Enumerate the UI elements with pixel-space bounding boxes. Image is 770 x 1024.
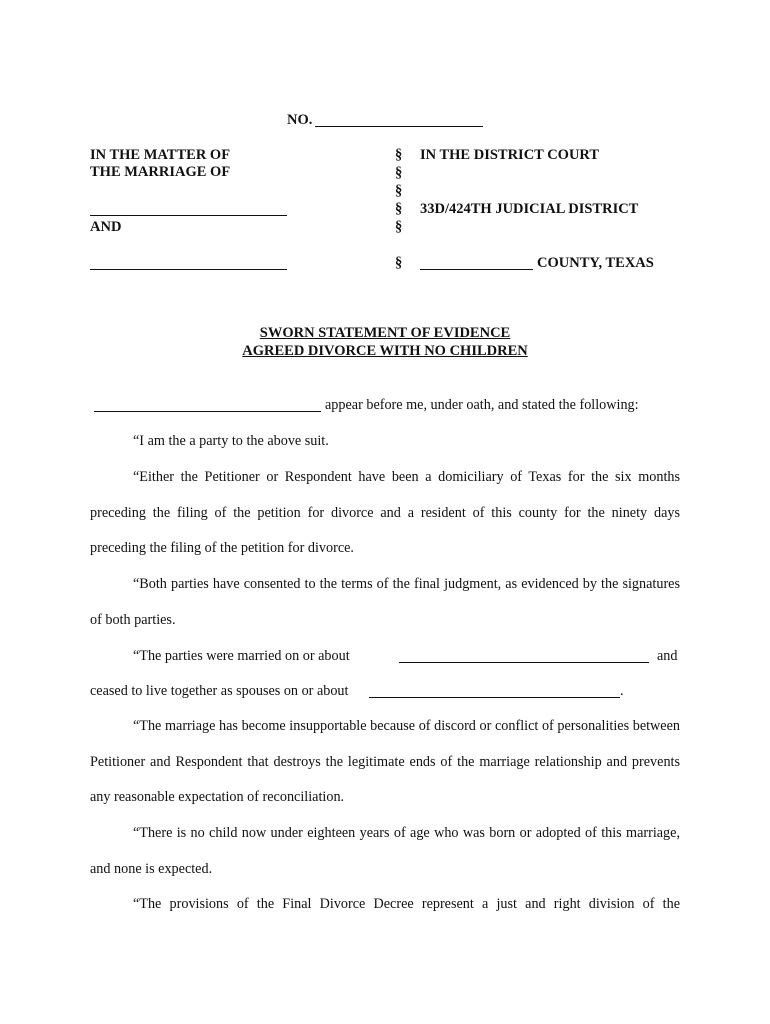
statement-no-children: “There is no child now under eighteen years of age who was born or adopted of this marriage, and none is expected.: [90, 825, 680, 877]
county-name-blank: [420, 269, 533, 270]
separation-date-text: ceased to live together as spouses on or about: [90, 683, 349, 699]
section-symbol: §: [395, 219, 403, 235]
marriage-date-text: “The parties were married on or about: [133, 648, 350, 664]
statement-residency: “Either the Petitioner or Respondent have been a domiciliary of Texas for the six months preceding the filing of the petition for divorce and a resident of this county for the ninety days preceding the filing of the petition for divorce.: [90, 469, 680, 556]
statement-insupportability: “The marriage has become insupportable because of discord or conflict of personalities between Petitioner and Respondent that destroys the legitimate ends of the marriage relationship and prevents any reasonable expectation of reconciliation.: [90, 718, 680, 805]
party2-name-blank: [90, 269, 287, 270]
separation-date-blank: [369, 697, 620, 698]
marriage-date-blank: [399, 662, 649, 663]
statement-party: “I am the a party to the above suit.: [133, 433, 329, 449]
party1-name-blank: [90, 215, 287, 216]
document-title: SWORN STATEMENT OF EVIDENCE: [259, 325, 511, 341]
caption-district-court: IN THE DISTRICT COURT: [420, 147, 600, 163]
section-symbol: §: [395, 165, 403, 181]
cause-number-blank: [315, 126, 483, 127]
intro-statement: appear before me, under oath, and stated the following:: [325, 397, 639, 413]
document-subtitle: AGREED DIVORCE WITH NO CHILDREN: [242, 343, 528, 359]
caption-marriage-of: THE MARRIAGE OF: [90, 164, 231, 180]
caption-judicial-district: 33D/424TH JUDICIAL DISTRICT: [420, 201, 639, 217]
section-symbol: §: [395, 183, 403, 199]
statement-property-division: “The provisions of the Final Divorce Decree represent a just and right division of the: [133, 896, 680, 912]
affiant-name-blank: [94, 411, 321, 412]
caption-and: AND: [90, 219, 122, 235]
caption-matter-of: IN THE MATTER OF: [90, 147, 231, 163]
section-symbol: §: [395, 255, 403, 271]
cause-number-label: NO.: [287, 112, 313, 128]
marriage-date-and: and: [657, 648, 678, 664]
caption-county-texas: COUNTY, TEXAS: [537, 255, 654, 271]
section-symbol: §: [395, 147, 403, 163]
separation-date-period: .: [620, 683, 624, 699]
statement-consent: “Both parties have consented to the terms of the final judgment, as evidenced by the signatures of both parties.: [90, 576, 680, 628]
section-symbol: §: [395, 201, 403, 217]
